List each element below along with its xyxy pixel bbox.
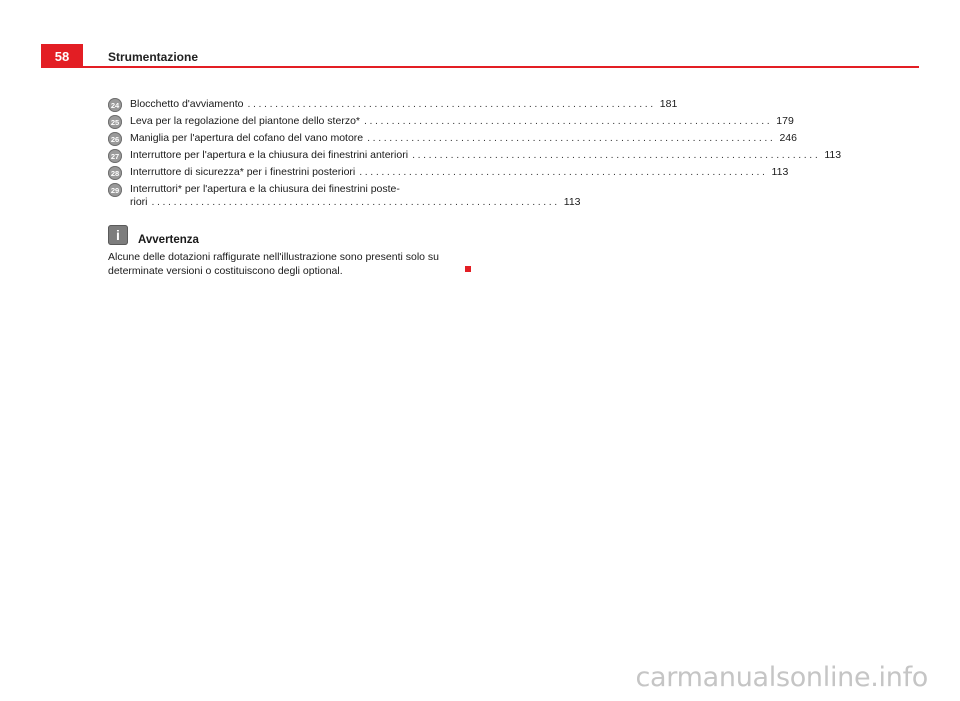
- toc-item[interactable]: [108, 132, 797, 145]
- dot-leader: ..........................................................................: [151, 196, 560, 208]
- item-number-badge: 29: [108, 183, 122, 197]
- toc-item-page: 113: [771, 166, 789, 178]
- toc-item[interactable]: [108, 183, 581, 209]
- toc-item-label: Interruttore di sicurezza* per i finestrini posteriori: [130, 166, 356, 178]
- toc-item-label: Interruttore per l'apertura e la chiusura dei finestrini anteriori: [130, 149, 409, 161]
- toc-item-label: Blocchetto d'avviamento: [130, 98, 244, 110]
- dot-leader: ..........................................................................: [364, 115, 773, 127]
- header-rule: [41, 66, 919, 68]
- toc-item-page: 246: [779, 132, 797, 144]
- item-number-badge: 24: [108, 98, 122, 112]
- dot-leader: ..........................................................................: [367, 132, 776, 144]
- note-body: Alcune delle dotazioni raffigurate nell'illustrazione sono presenti solo su determinate versioni o costituiscono degli optional.: [108, 251, 440, 277]
- toc-item[interactable]: [108, 166, 789, 179]
- toc-list: [108, 98, 842, 209]
- toc-item-page: 113: [563, 196, 581, 208]
- dot-leader: ..........................................................................: [412, 149, 821, 161]
- toc-item-label-line1: Interruttori* per l'apertura e la chiusura dei finestrini poste-: [130, 183, 400, 195]
- page-number: 58: [41, 44, 83, 68]
- toc-item[interactable]: [108, 149, 842, 162]
- section-title: Strumentazione: [108, 50, 199, 64]
- watermark: carmanualsonline.info: [635, 662, 928, 693]
- toc-item-label: Maniglia per l'apertura del cofano del vano motore: [130, 132, 364, 144]
- info-icon: i: [108, 225, 128, 245]
- toc-item-page: 181: [659, 98, 678, 110]
- toc-item[interactable]: [108, 98, 678, 111]
- note-header: [108, 224, 199, 246]
- note-title: Avvertenza: [138, 234, 199, 246]
- end-of-section-marker: [465, 266, 471, 272]
- item-number-badge: 28: [108, 166, 122, 180]
- item-number-badge: 26: [108, 132, 122, 146]
- item-number-badge: 27: [108, 149, 122, 163]
- dot-leader: ..........................................................................: [247, 98, 656, 110]
- toc-item[interactable]: [108, 115, 794, 128]
- toc-item-page: 179: [776, 115, 794, 127]
- toc-item-label: Leva per la regolazione del piantone dello sterzo*: [130, 115, 360, 127]
- toc-item-label-line2: riori: [130, 196, 148, 208]
- toc-item-page: 113: [824, 149, 842, 161]
- dot-leader: ..........................................................................: [359, 166, 768, 178]
- item-number-badge: 25: [108, 115, 122, 129]
